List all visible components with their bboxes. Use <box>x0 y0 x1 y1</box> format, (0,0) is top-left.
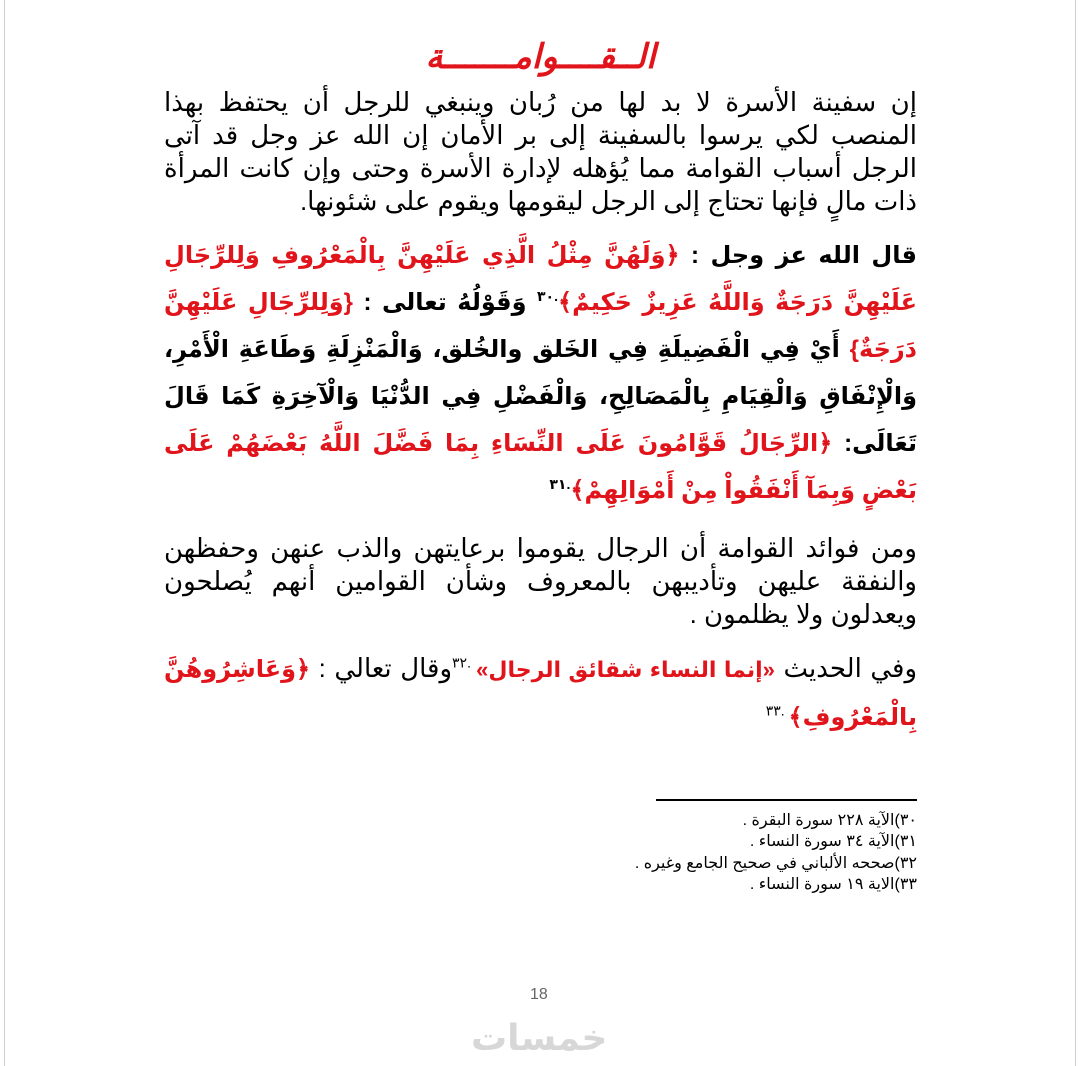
footnote-separator <box>656 799 917 801</box>
page-number: 18 <box>530 986 548 1003</box>
paragraph-hadith <box>164 645 917 741</box>
hadith-text: «إنما النساء شقائق الرجال» <box>476 657 775 682</box>
paragraph-quran <box>164 232 917 514</box>
watermark-logo: خمسات <box>471 1017 608 1058</box>
page-title: الــقــــوامـــــــة <box>425 38 656 76</box>
footnote-30: ٣٠)الآية ٢٢٨ سورة البقرة . <box>742 811 917 829</box>
page-content <box>164 36 917 896</box>
commentary-text-2: أَيْ فِي الْفَضِيلَةِ فِي الخَلق والخُلق، وَالْمَنْزِلَةِ وَطَاعَةِ الْأَمْرِ، وَالْإِنْفَاقِ وَالْقِيَامِ بِالْمَصَالِحِ، وَالْفَضْلِ فِي الدُّنْيَا وَالْآخِرَةِ كَمَا قَالَ تَعَالَى: <box>164 336 917 457</box>
footnote-32: ٣٢)صححه الألباني في صحيح الجامع وغيره . <box>634 854 917 872</box>
quran-verse-excerpt: {وَلِلرِّجَالِ عَلَيْهِنَّ دَرَجَةٌ} <box>164 289 917 363</box>
quran-verse-228: ﴿وَلَهُنَّ مِثْلُ الَّذِي عَلَيْهِنَّ بِالْمَعْرُوفِ وَلِلرِّجَالِ عَلَيْهِنَّ دَرَجَةٌ وَاللَّهُ عَزِيزٌ حَكِيمٌ﴾ <box>164 242 917 316</box>
quran-verse-19: ﴿وَعَاشِرُوهُنَّ بِالْمَعْرُوفِ﴾ <box>164 656 917 731</box>
footnotes <box>164 810 917 896</box>
footnote-31: ٣١)الآية ٣٤ سورة النساء . <box>749 833 917 850</box>
footnote-ref-30[interactable]: .٣٠ <box>537 288 558 304</box>
footnote-ref-32[interactable]: .٣٢ <box>452 654 477 671</box>
intro-text: قال الله عز وجل : <box>679 242 917 269</box>
verse-intro: وقال تعالي : <box>310 653 453 683</box>
footnote-spacer <box>164 759 917 799</box>
footnote-33: ٣٣)الاية ١٩ سورة النساء . <box>749 876 917 893</box>
commentary-text: وَقَوْلُهُ تعالى : <box>353 289 538 316</box>
footnote-ref-31[interactable]: .٣١ <box>549 476 571 492</box>
quran-verse-34: ﴿الرِّجَالُ قَوَّامُونَ عَلَى النِّسَاءِ بِمَا فَضَّلَ اللَّهُ بَعْضَهُمْ عَلَى بَعْضٍ وَبِمَآ أَنْفَقُواْ مِنْ أَمْوَالِهِمْ﴾ <box>164 430 917 504</box>
document-page <box>4 0 1076 1066</box>
paragraph-benefits: ومن فوائد القوامة أن الرجال يقوموا برعايتهن والذب عنهن وحفظهن والنفقة عليهن وتأديبهن بالمعروف وشأن القوامين أنهم يُصلحون ويعدلون ولا يظلمون . <box>164 533 917 629</box>
paragraph-intro: إن سفينة الأسرة لا بد لها من رُبان وينبغي للرجل أن يحتفظ بهذا المنصب لكي يرسوا بالسفينة إلى بر الأمان إن الله عز وجل قد آتى الرجل أسباب القوامة مما يُؤهله لإدارة الأسرة وحتى وإن كانت المرأة ذات مالٍ فإنها تحتاج إلى الرجل ليقومها ويقوم على شئونها. <box>164 87 917 216</box>
footnote-ref-33[interactable]: .٣٣ <box>765 702 789 719</box>
hadith-intro: وفي الحديث <box>774 653 917 683</box>
